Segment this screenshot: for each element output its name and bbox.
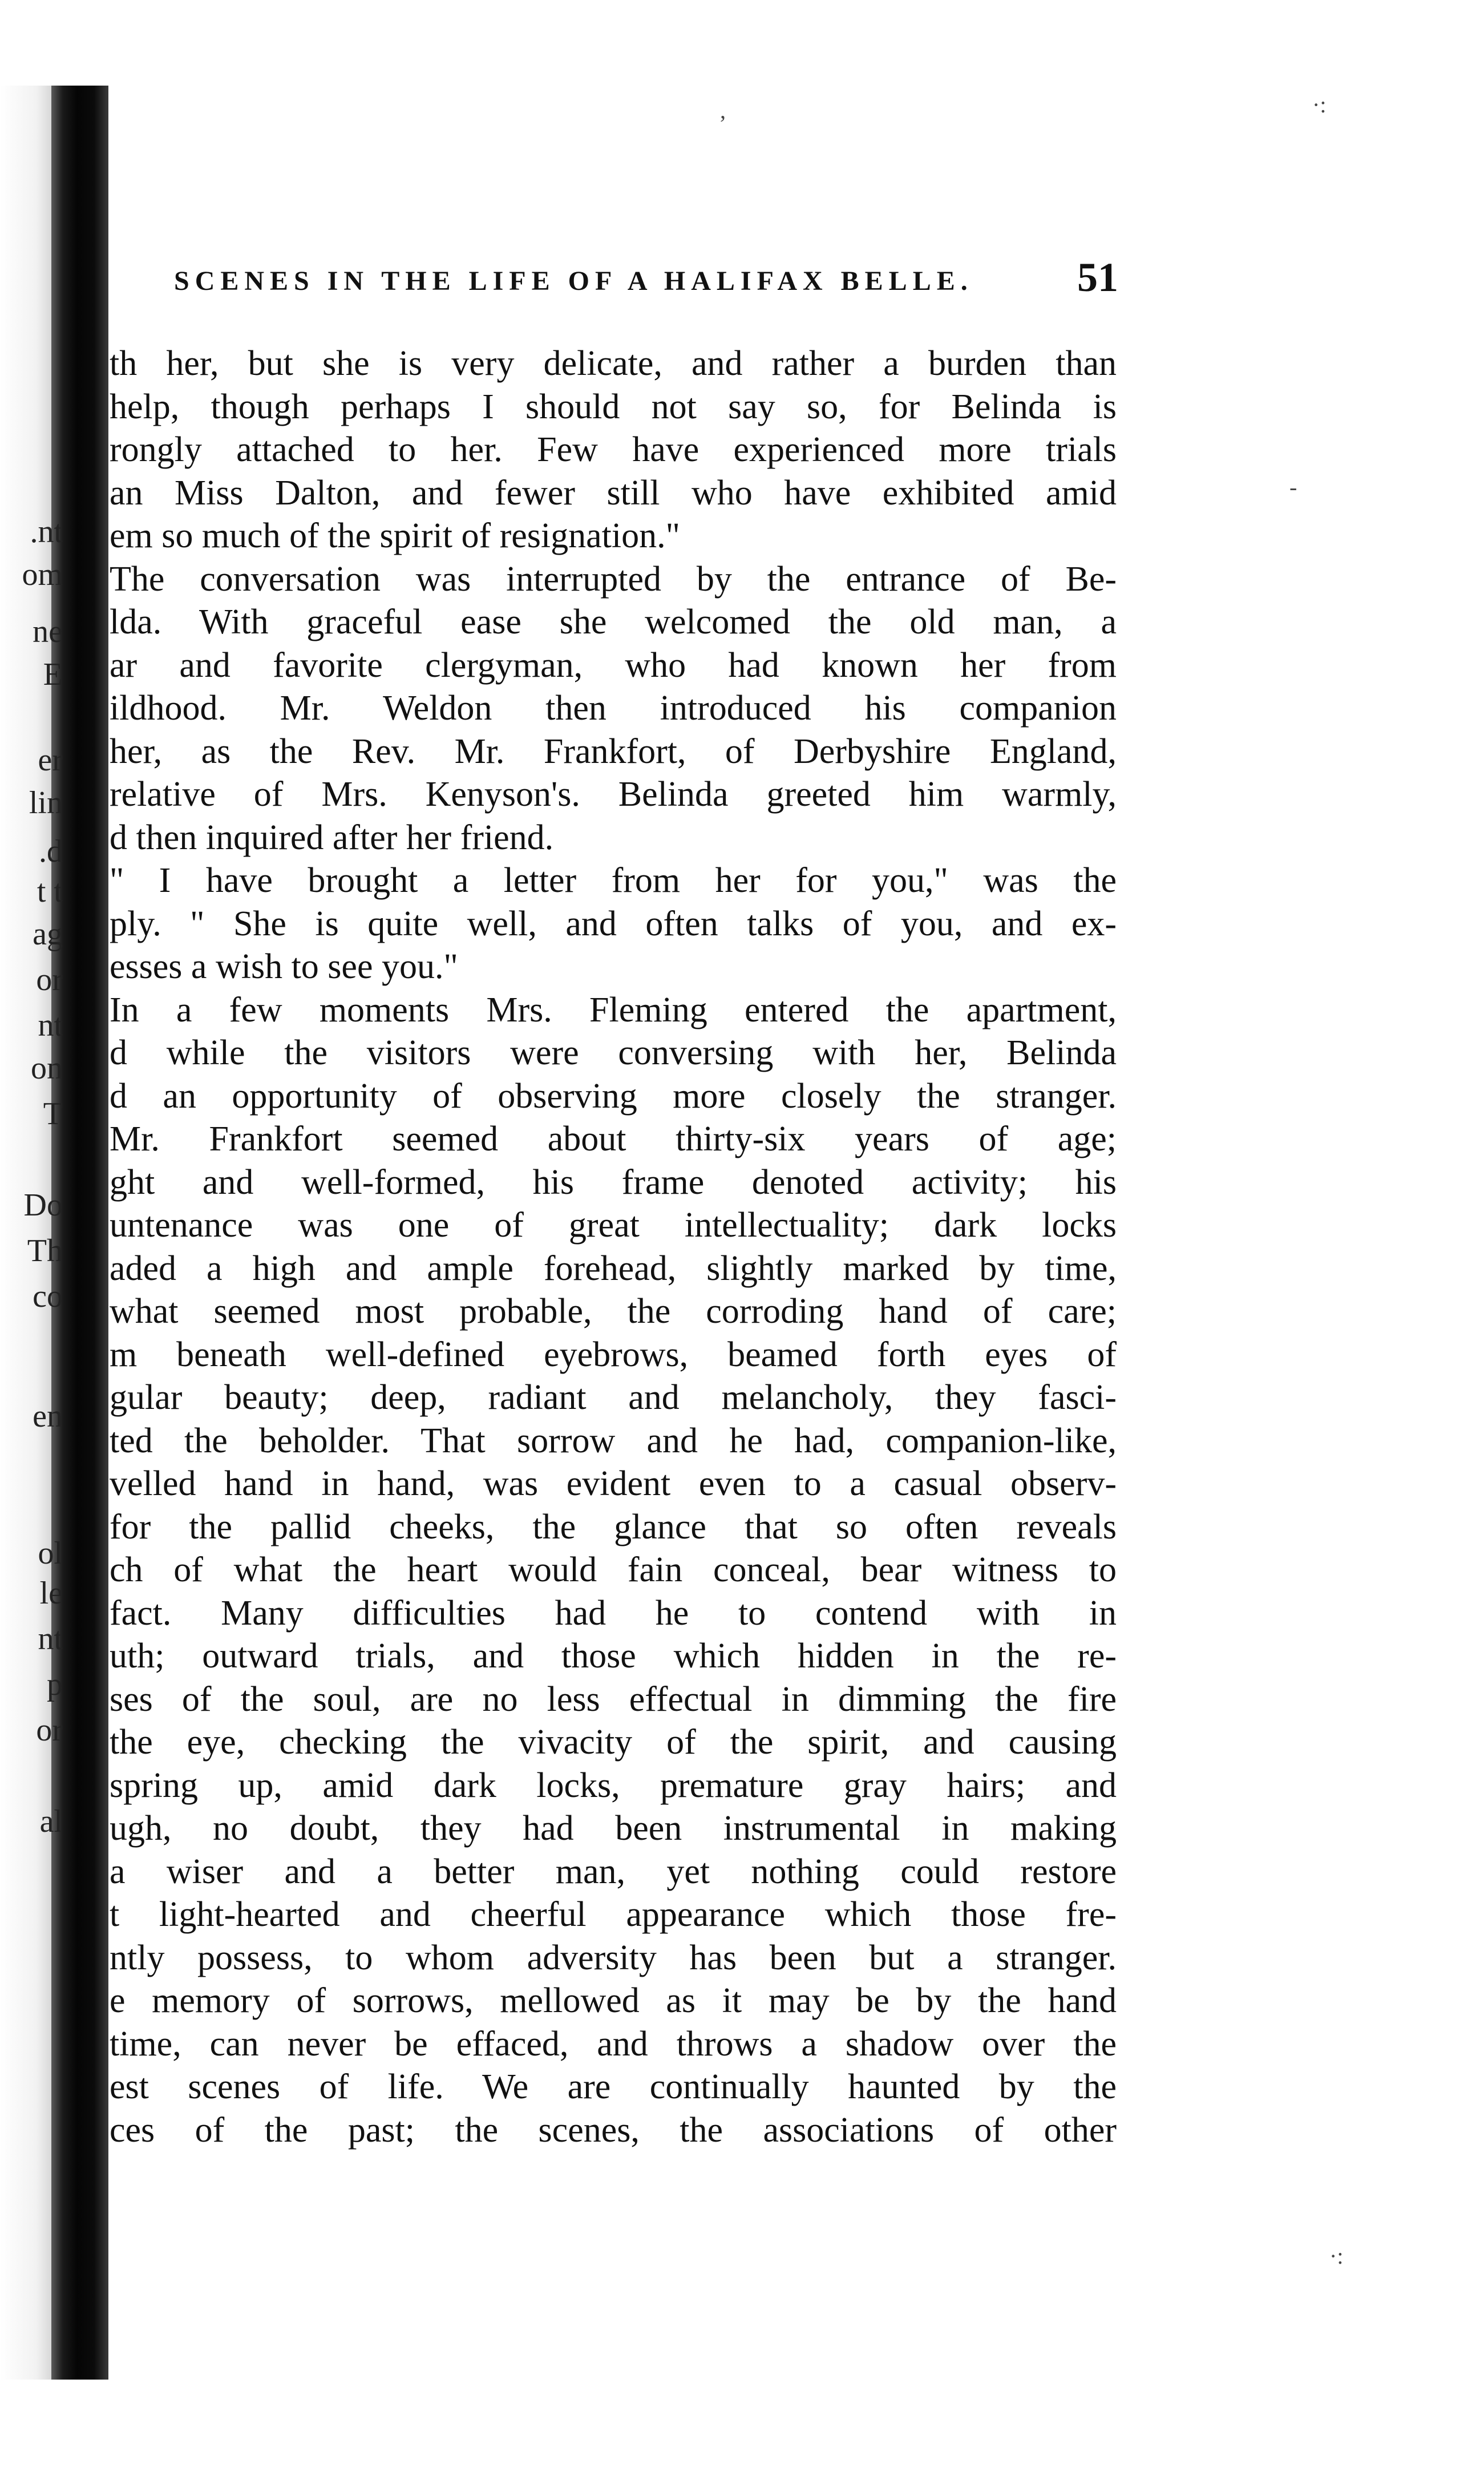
- scan-speck: -: [1289, 474, 1297, 500]
- margin-bleed-fragment: en: [33, 1399, 63, 1434]
- margin-bleed-fragment: al: [39, 1804, 63, 1839]
- text-line: help, though perhaps I should not say so, for Belinda is: [110, 387, 1117, 426]
- text-line: ntly possess, to whom adversity has been but a stranger.: [110, 1938, 1117, 1977]
- running-head: SCENES IN THE LIFE OF A HALIFAX BELLE.: [174, 266, 973, 296]
- text-line: an Miss Dalton, and fewer still who have exhibited amid: [110, 473, 1117, 512]
- text-line: gular beauty; deep, radiant and melancholy, they fasci-: [110, 1378, 1117, 1417]
- margin-bleed-fragment: co: [33, 1279, 63, 1314]
- text-line: a wiser and a better man, yet nothing could restore: [110, 1852, 1117, 1891]
- text-line: th her, but she is very delicate, and rather a burden than: [110, 344, 1117, 383]
- text-line: the eye, checking the vivacity of the spirit, and causing: [110, 1723, 1117, 1762]
- margin-bleed-fragment: ag: [33, 916, 63, 952]
- margin-bleed-fragment: lin: [29, 785, 63, 821]
- text-line: aded a high and ample forehead, slightly marked by time,: [110, 1249, 1117, 1288]
- text-line: ses of the soul, are no less effectual in dimming the fire: [110, 1679, 1117, 1719]
- margin-bleed-fragment: .d: [39, 834, 63, 869]
- text-line: ply. " She is quite well, and often talks of you, and ex-: [110, 904, 1117, 943]
- text-line: em so much of the spirit of resignation.": [110, 516, 680, 555]
- text-line: velled hand in hand, was evident even to a casual observ-: [110, 1464, 1117, 1503]
- text-line: ar and favorite clergyman, who had known her from: [110, 645, 1117, 685]
- text-line: est scenes of life. We are continually haunted by the: [110, 2067, 1117, 2106]
- margin-bleed-fragment: nt: [38, 1008, 63, 1043]
- text-line: m beneath well-defined eyebrows, beamed forth eyes of: [110, 1335, 1117, 1374]
- text-line: for the pallid cheeks, the glance that so often reveals: [110, 1507, 1117, 1546]
- text-line: what seemed most probable, the corroding hand of care;: [110, 1292, 1117, 1331]
- text-line: ugh, no doubt, they had been instrumental in making: [110, 1809, 1117, 1848]
- margin-bleed-fragment: ne: [33, 614, 63, 649]
- margin-bleed-fragment: om: [22, 557, 63, 592]
- text-line: " I have brought a letter from her for you," was the: [110, 861, 1117, 900]
- scan-speck: ·:: [1329, 2243, 1344, 2269]
- text-line: uth; outward trials, and those which hidden in the re-: [110, 1637, 1117, 1675]
- text-line: d then inquired after her friend.: [110, 818, 554, 857]
- text-line: ces of the past; the scenes, the associations of other: [110, 2110, 1117, 2150]
- text-line: fact. Many difficulties had he to contend with in: [110, 1593, 1117, 1633]
- margin-bleed-fragment: ol: [38, 1536, 63, 1571]
- text-line: e memory of sorrows, mellowed as it may be by the hand: [110, 1981, 1117, 2020]
- text-line: untenance was one of great intellectuality; dark locks: [110, 1206, 1117, 1245]
- text-line: The conversation was interrupted by the entrance of Be-: [110, 559, 1117, 599]
- text-line: ch of what the heart would fain conceal, bear witness to: [110, 1550, 1117, 1589]
- margin-bleed-fragment: Do: [23, 1188, 63, 1223]
- text-line: esses a wish to see you.": [110, 947, 458, 986]
- margin-bleed-fragment: le: [39, 1576, 63, 1611]
- margin-bleed-fragment: T: [43, 1096, 63, 1132]
- margin-bleed-fragment: er: [38, 742, 63, 778]
- text-line: ted the beholder. That sorrow and he had, companion-like,: [110, 1421, 1117, 1460]
- page-number: 51: [1077, 255, 1118, 300]
- text-line: lda. With graceful ease she welcomed the old man, a: [110, 603, 1117, 641]
- text-line: spring up, amid dark locks, premature gray hairs; and: [110, 1766, 1117, 1805]
- body-text: [110, 342, 1117, 2152]
- margin-bleed-fragment: Th: [27, 1233, 63, 1269]
- margin-bleed-fragment: or: [36, 1712, 63, 1748]
- page-header: [174, 254, 1118, 305]
- margin-bleed-fragment: on: [31, 1051, 63, 1086]
- text-line: In a few moments Mrs. Fleming entered the apartment,: [110, 990, 1117, 1029]
- margin-bleed-fragment: or: [36, 962, 63, 997]
- text-line: her, as the Rev. Mr. Frankfort, of Derbyshire England,: [110, 732, 1117, 771]
- text-line: rongly attached to her. Few have experienced more trials: [110, 430, 1117, 469]
- margin-bleed-fragment: t t: [37, 874, 63, 909]
- text-line: d while the visitors were conversing with her, Belinda: [110, 1033, 1117, 1072]
- scan-speck: ·:: [1312, 92, 1327, 118]
- margin-bleed-fragment: E: [43, 657, 63, 692]
- margin-bleed-fragment: p: [47, 1667, 63, 1702]
- text-line: Mr. Frankfort seemed about thirty-six years of age;: [110, 1120, 1117, 1158]
- text-line: t light-hearted and cheerful appearance which those fre-: [110, 1895, 1117, 1934]
- text-line: ildhood. Mr. Weldon then introduced his companion: [110, 689, 1117, 728]
- margin-bleed-fragment: nt: [38, 1621, 63, 1657]
- text-line: d an opportunity of observing more closely the stranger.: [110, 1076, 1117, 1116]
- text-line: relative of Mrs. Kenyson's. Belinda greeted him warmly,: [110, 775, 1117, 814]
- margin-bleed-fragment: .nt: [30, 514, 63, 550]
- scan-speck: ,: [720, 98, 726, 123]
- text-line: time, can never be effaced, and throws a shadow over the: [110, 2024, 1117, 2063]
- text-line: ght and well-formed, his frame denoted activity; his: [110, 1162, 1117, 1202]
